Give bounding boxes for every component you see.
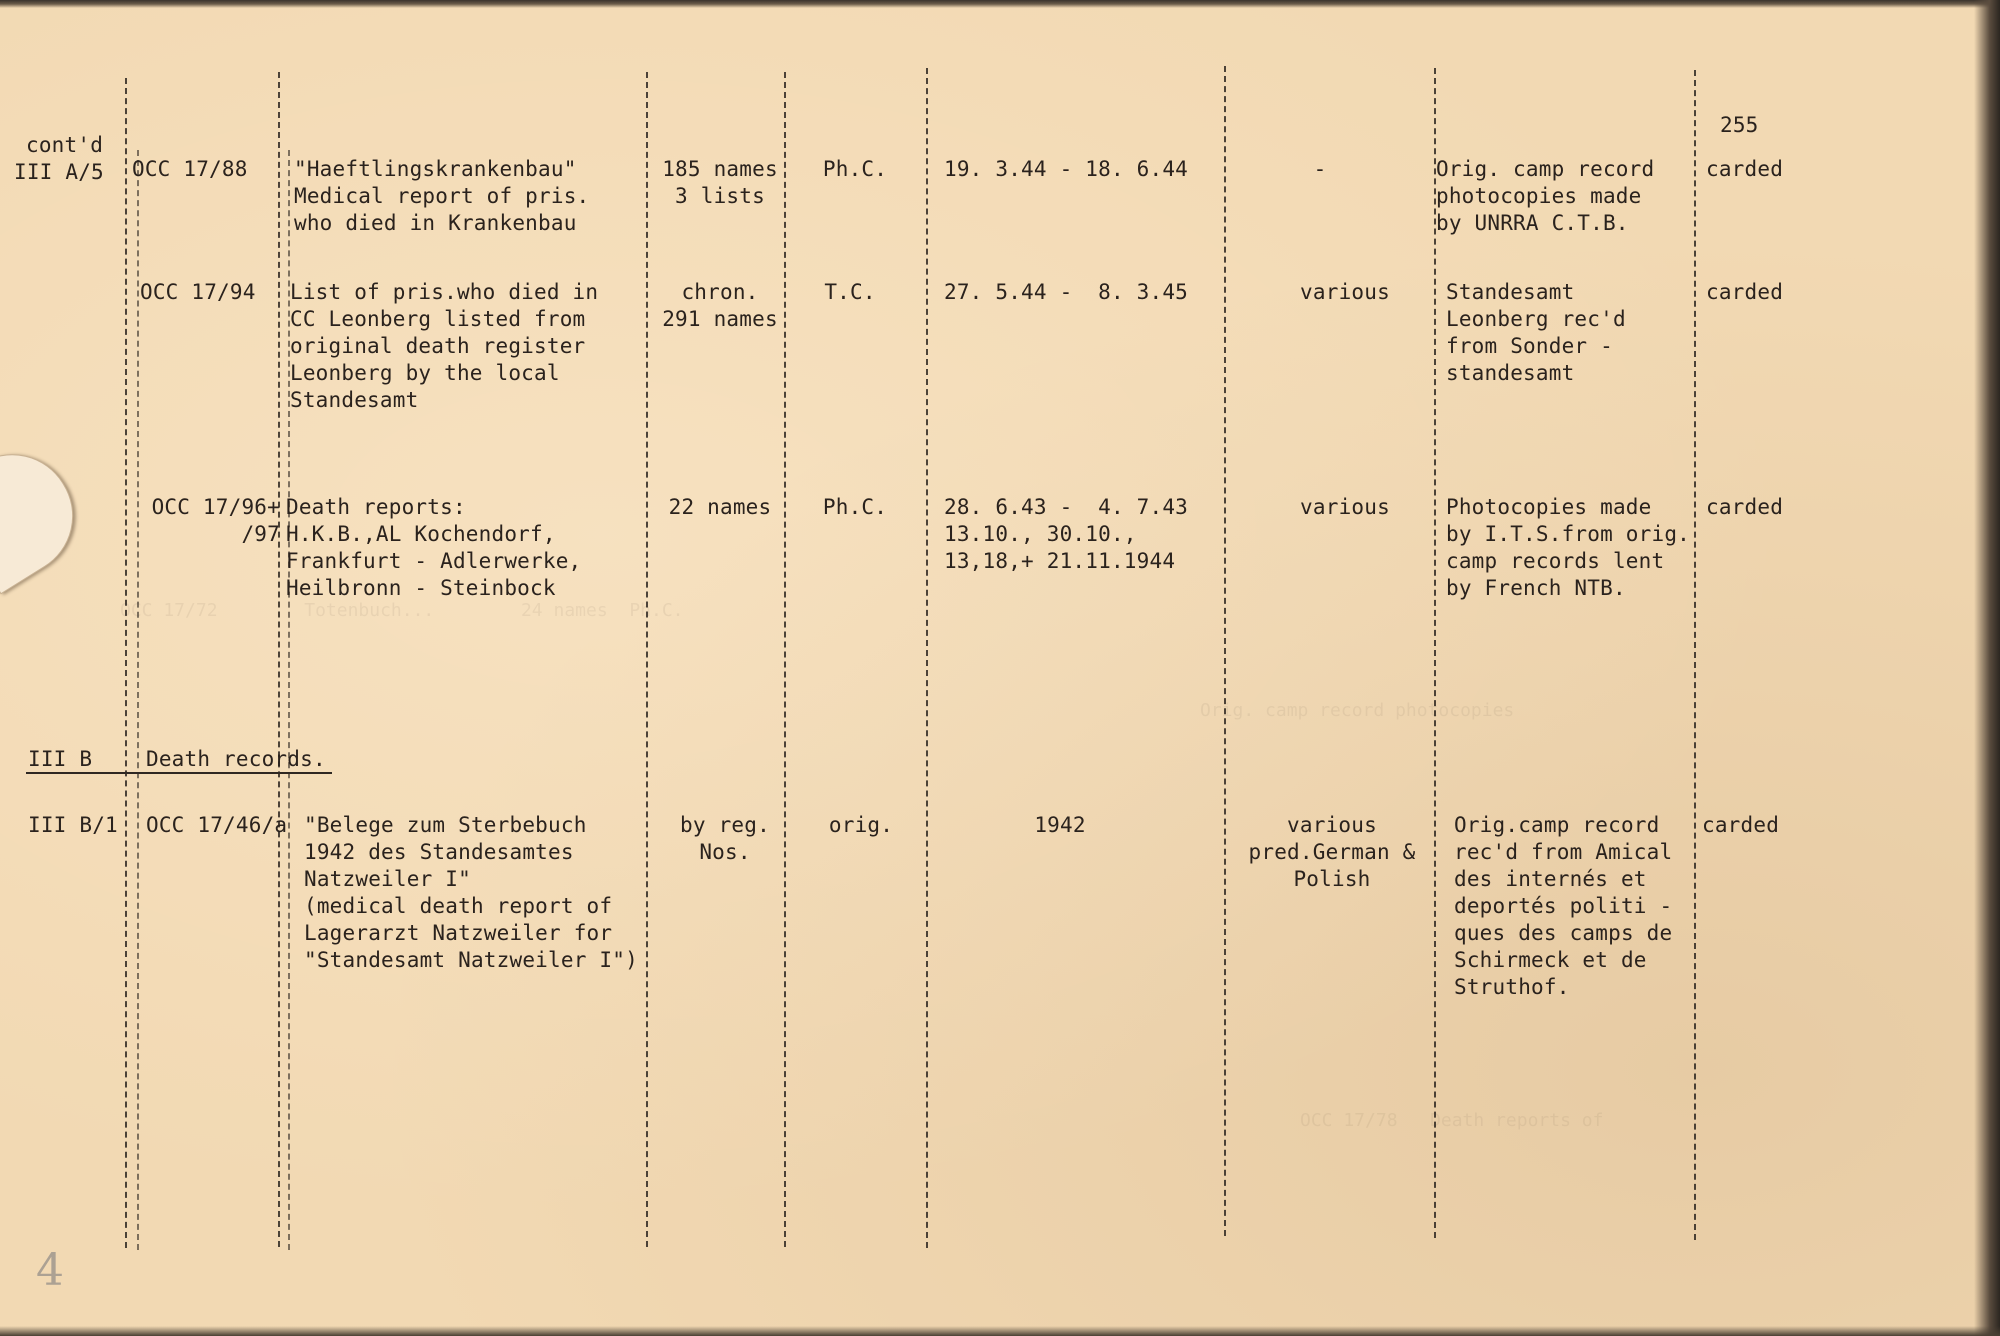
column-rule — [646, 72, 648, 1247]
row-type: T.C. — [824, 280, 876, 304]
row-type: Ph.C. — [822, 157, 888, 181]
row-language: various — [1300, 280, 1390, 304]
row-source: Orig. camp record photocopies made by UNRRA C.T.B. — [1436, 157, 1655, 235]
row-source: Orig.camp record rec'd from Amical des internés et deportés politi - ques des camps de Schirmeck et de Struthof. — [1454, 813, 1673, 999]
column-rule — [125, 78, 127, 1248]
row-type: Ph.C. — [822, 495, 888, 519]
bleed-through: Orig. camp record photocopies — [1200, 700, 1515, 721]
row-dates: 1942 — [1034, 813, 1086, 837]
column-rule — [1694, 70, 1696, 1240]
row-quantity: chron. 291 names — [662, 280, 778, 331]
row-type: orig. — [828, 813, 894, 837]
row-dates: 27. 5.44 - 8. 3.45 — [944, 280, 1189, 304]
row-source: Standesamt Leonberg rec'd from Sonder - standesamt — [1446, 280, 1626, 385]
row-ref-no: OCC 17/46/a — [146, 813, 288, 837]
continued-label: cont'd — [26, 133, 104, 157]
row-ref-no: OCC 17/88 — [132, 157, 248, 181]
row-description: List of pris.who died in CC Leonberg listed from original death register Leonberg by the local Standesamt — [290, 280, 599, 412]
row-ref-no: OCC 17/96+ /97 — [151, 495, 280, 546]
page-bottom-edge — [0, 1326, 2000, 1336]
row-language: - — [1313, 157, 1327, 181]
page-top-edge — [0, 0, 2000, 8]
row-description: "Haeftlingskrankenbau" Medical report of pris. who died in Krankenbau — [294, 157, 590, 235]
index-tab — [0, 432, 96, 595]
bleed-through: OCC 17/78 Death reports of — [1300, 1110, 1604, 1131]
section-underline — [26, 772, 332, 774]
column-rule — [1434, 68, 1436, 1238]
row-status: carded — [1706, 495, 1784, 519]
row-dates: 28. 6.43 - 4. 7.43 13.10., 30.10., 13,18,+ 21.11.1944 — [944, 495, 1189, 573]
row-dates: 19. 3.44 - 18. 6.44 — [944, 157, 1189, 181]
row-language: various pred.German & Polish — [1248, 813, 1416, 891]
row-status: carded — [1702, 813, 1780, 837]
page-number: 255 — [1720, 113, 1759, 137]
column-rule — [1224, 66, 1226, 1236]
binding-edge — [1974, 0, 2000, 1336]
column-rule — [137, 150, 139, 1250]
row-description: Death reports: H.K.B.,AL Kochendorf, Frankfurt - Adlerwerke, Heilbronn - Steinbock — [286, 495, 582, 600]
column-rule — [784, 72, 786, 1247]
row-source: Photocopies made by I.T.S.from orig. camp records lent by French NTB. — [1446, 495, 1691, 600]
column-rule — [926, 68, 928, 1248]
row-status: carded — [1706, 280, 1784, 304]
pencil-mark: 4 — [36, 1245, 64, 1296]
row-quantity: 185 names 3 lists — [662, 157, 778, 208]
row-ref-no: OCC 17/94 — [140, 280, 256, 304]
section-heading: Death records. — [146, 747, 326, 771]
row-quantity: by reg. Nos. — [680, 813, 770, 864]
row-language: various — [1300, 495, 1390, 519]
row-status: carded — [1706, 157, 1784, 181]
row-ref: III B/1 — [28, 813, 118, 837]
section-ref: III B — [28, 747, 93, 771]
section-ref: III A/5 — [14, 160, 104, 184]
row-quantity: 22 names — [668, 495, 772, 519]
row-description: "Belege zum Sterbebuch 1942 des Standesamtes Natzweiler I" (medical death report of Lagerarzt Natzweiler for "Standesamt Natzweiler I") — [304, 813, 638, 972]
bleed-through: OCC 17/72 Totenbuch... 24 names Ph.C. — [120, 600, 684, 621]
column-rule — [278, 72, 280, 1247]
